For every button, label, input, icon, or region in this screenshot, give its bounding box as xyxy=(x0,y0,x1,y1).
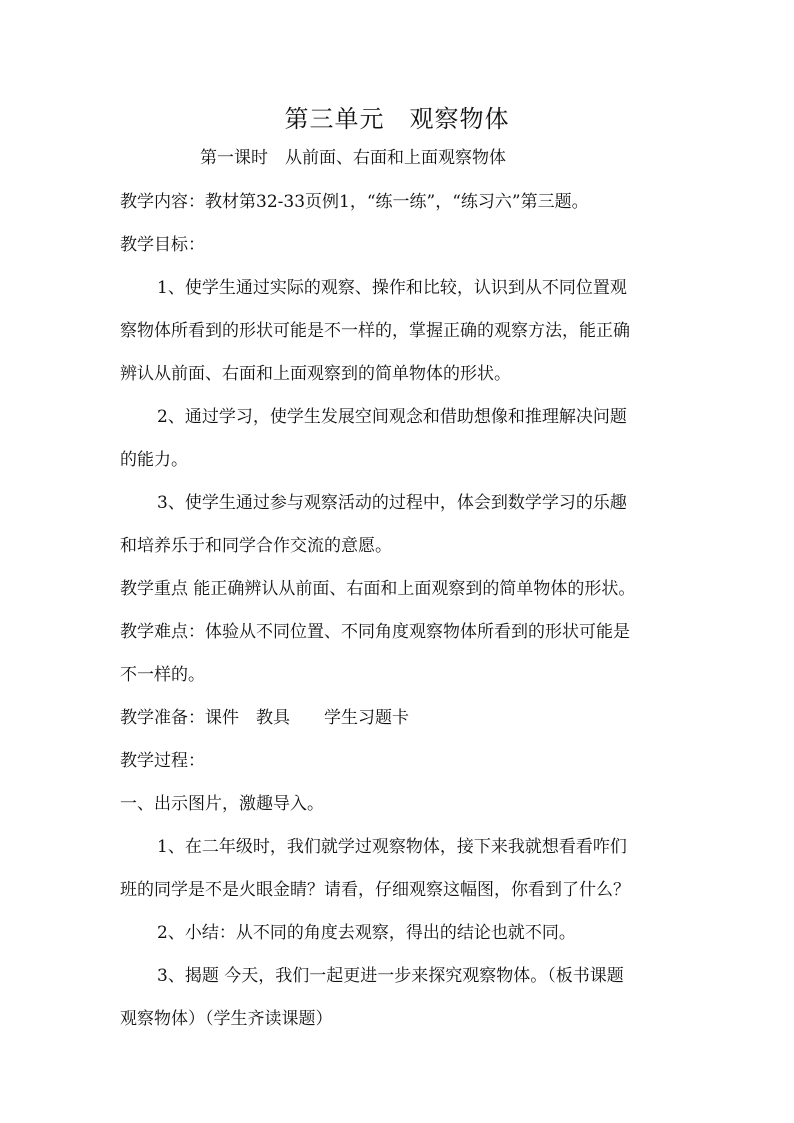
objective-2-line-1: 2、通过学习，使学生发展空间观念和借助想像和推理解决问题 xyxy=(157,407,627,427)
objective-1-line-3: 辨认从前面、右面和上面观察到的简单物体的形状。 xyxy=(120,364,511,384)
objective-1-line-2: 察物体所看到的形状可能是不一样的，掌握正确的观察方法，能正确 xyxy=(120,321,630,341)
step-2: 2、小结：从不同的角度去观察，得出的结论也就不同。 xyxy=(157,923,576,943)
objectives-heading: 教学目标： xyxy=(120,235,205,255)
key-point: 教学重点 能正确辨认从前面、右面和上面观察到的简单物体的形状。 xyxy=(120,579,636,599)
step-1-line-2: 班的同学是不是火眼金睛？请看，仔细观察这幅图，你看到了什么？ xyxy=(120,880,630,900)
objective-3-line-2: 和培养乐于和同学合作交流的意愿。 xyxy=(120,536,392,556)
teaching-content: 教学内容：教材第32-33页例1，“练一练”，“练习六”第三题。 xyxy=(120,192,589,212)
step-3-line-1: 3、揭题 今天，我们一起更进一步来探究观察物体。（板书课题 xyxy=(157,966,624,986)
step-3-line-2: 观察物体）（学生齐读课题） xyxy=(120,1009,333,1029)
preparation: 教学准备：课件 教具 学生习题卡 xyxy=(120,708,409,728)
difficulty-line-2: 不一样的。 xyxy=(120,665,205,685)
section-1-heading: 一、出示图片，激趣导入。 xyxy=(120,794,324,814)
lesson-subtitle: 第一课时 从前面、右面和上面观察物体 xyxy=(200,148,506,168)
difficulty-line-1: 教学难点：体验从不同位置、不同角度观察物体所看到的形状可能是 xyxy=(120,622,630,642)
step-1-line-1: 1、在二年级时，我们就学过观察物体，接下来我就想看看咋们 xyxy=(157,837,627,857)
objective-1-line-1: 1、使学生通过实际的观察、操作和比较，认识到从不同位置观 xyxy=(157,278,627,298)
objective-3-line-1: 3、使学生通过参与观察活动的过程中，体会到数学学习的乐趣 xyxy=(157,493,627,513)
objective-2-line-2: 的能力。 xyxy=(120,450,188,470)
process-heading: 教学过程： xyxy=(120,751,205,771)
page-title: 第三单元 观察物体 xyxy=(284,105,510,133)
